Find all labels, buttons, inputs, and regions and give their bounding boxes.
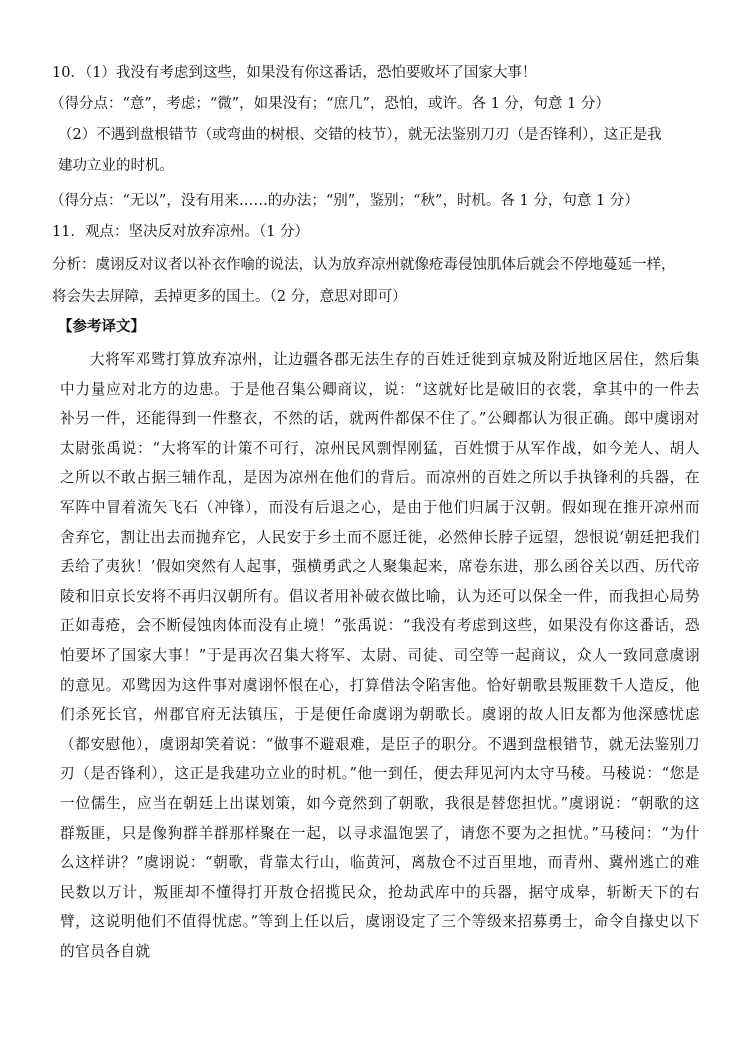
answer-10-1: 10．（1）我没有考虑到这些，如果没有你这番话，恐怕要败坏了国家大事！ [52, 65, 537, 81]
answer-10-2-line1: （2）不遇到盘根错节（或弯曲的树根、交错的枝节），就无法鉴别刀刃（是否锋利），这正是我 [58, 127, 662, 143]
answer-10-2-line2: 建功立业的时机。 [58, 158, 174, 174]
answer-11-analysis-line1: 分析：虞诩反对议者以补衣作喻的说法，认为放弃凉州就像疮毒侵蚀肌体后就会不停地蔓延一样， [52, 257, 676, 273]
answer-11-analysis-line2: 将会失去屏障，丢掉更多的国土。（2 分，意思对即可） [52, 289, 407, 305]
translation-body: 大将军邓骘打算放弃凉州，让边疆各郡无法生存的百姓迁徙到京城及附近地区居住，然后集中力量应对北方的边患。于是他召集公卿商议，说：“这就好比是破旧的衣裳，拿其中的一件去补另一件，还能得到一件整衣，不然的话，就两件都保不住了。”公卿都认为很正确。郎中虞诩对太尉张禹说：“大将军的计策不可行，凉州民风剽悍刚猛，百姓惯于从军作战，如今羌人、胡人之所以不敢占据三辅作乱，是因为凉州在他们的背后。而凉州的百姓之所以手执锋利的兵器，在军阵中冒着流矢飞石（冲锋），而没有后退之心，是由于他们归属于汉朝。假如现在推开凉州而舍弃它，割让出去而抛弃它，人民安于乡土而不愿迁徙，必然伸长脖子远望，怨恨说‘朝廷把我们丢给了夷狄！’假如突然有人起事，强横勇武之人聚集起来，席卷东进，那么函谷关以西、历代帝陵和旧京长安将不再归汉朝所有。倡议者用补破衣做比喻，认为还可以保全一件，而我担心局势正如毒疮，会不断侵蚀肉体而没有止境！”张禹说：“我没有考虑到这些，如果没有你这番话，恐怕要坏了国家大事！”于是再次召集大将军、太尉、司徒、司空等一起商议，众人一致同意虞诩的意见。邓骘因为这件事对虞诩怀恨在心，打算借法令陷害他。恰好朝歌县叛匪数千人造反，他们杀死长官，州郡官府无法镇压，于是便任命虞诩为朝歌长。虞诩的故人旧友都为他深感忧虑（都安慰他），虞诩却笑着说：“做事不避艰难，是臣子的职分。不遇到盘根错节，就无法鉴别刀刃（是否锋利），这正是我建功立业的时机。”他一到任，便去拜见河内太守马稜。马稜说：“您是一位儒生，应当在朝廷上出谋划策，如今竟然到了朝歌，我很是替您担忧。”虞诩说：“朝歌的这群叛匪，只是像狗群羊群那样聚在一起，以寻求温饱罢了，请您不要为之担忧。”马稜问：“为什么这样讲？”虞诩说：“朝歌，背靠太行山，临黄河，离敖仓不过百里地，而青州、冀州逃亡的难民数以万计，叛匪却不懂得打开敖仓招揽民众，抢劫武库中的兵器，据守成皋，斩断天下的右臂，这说明他们不值得忧虑。”等到上任以后，虞诩设定了三个等级来招募勇士，命令自掾史以下的官员各自就 [60, 351, 700, 960]
answer-11-view: 11．观点：坚决反对放弃凉州。（1 分） [52, 224, 310, 240]
answer-10-1-scoring: （得分点：“意”，考虑；“微”，如果没有；“庶几”，恐怕，或许。各 1 分，句意 1 分） [50, 96, 610, 112]
answer-10-2-scoring: （得分点：“无以”，没有用来……的办法；“别”，鉴别；“秋”，时机。各 1 分，句意 1 分） [50, 193, 639, 209]
translation-header: 【参考译文】 [58, 318, 145, 335]
